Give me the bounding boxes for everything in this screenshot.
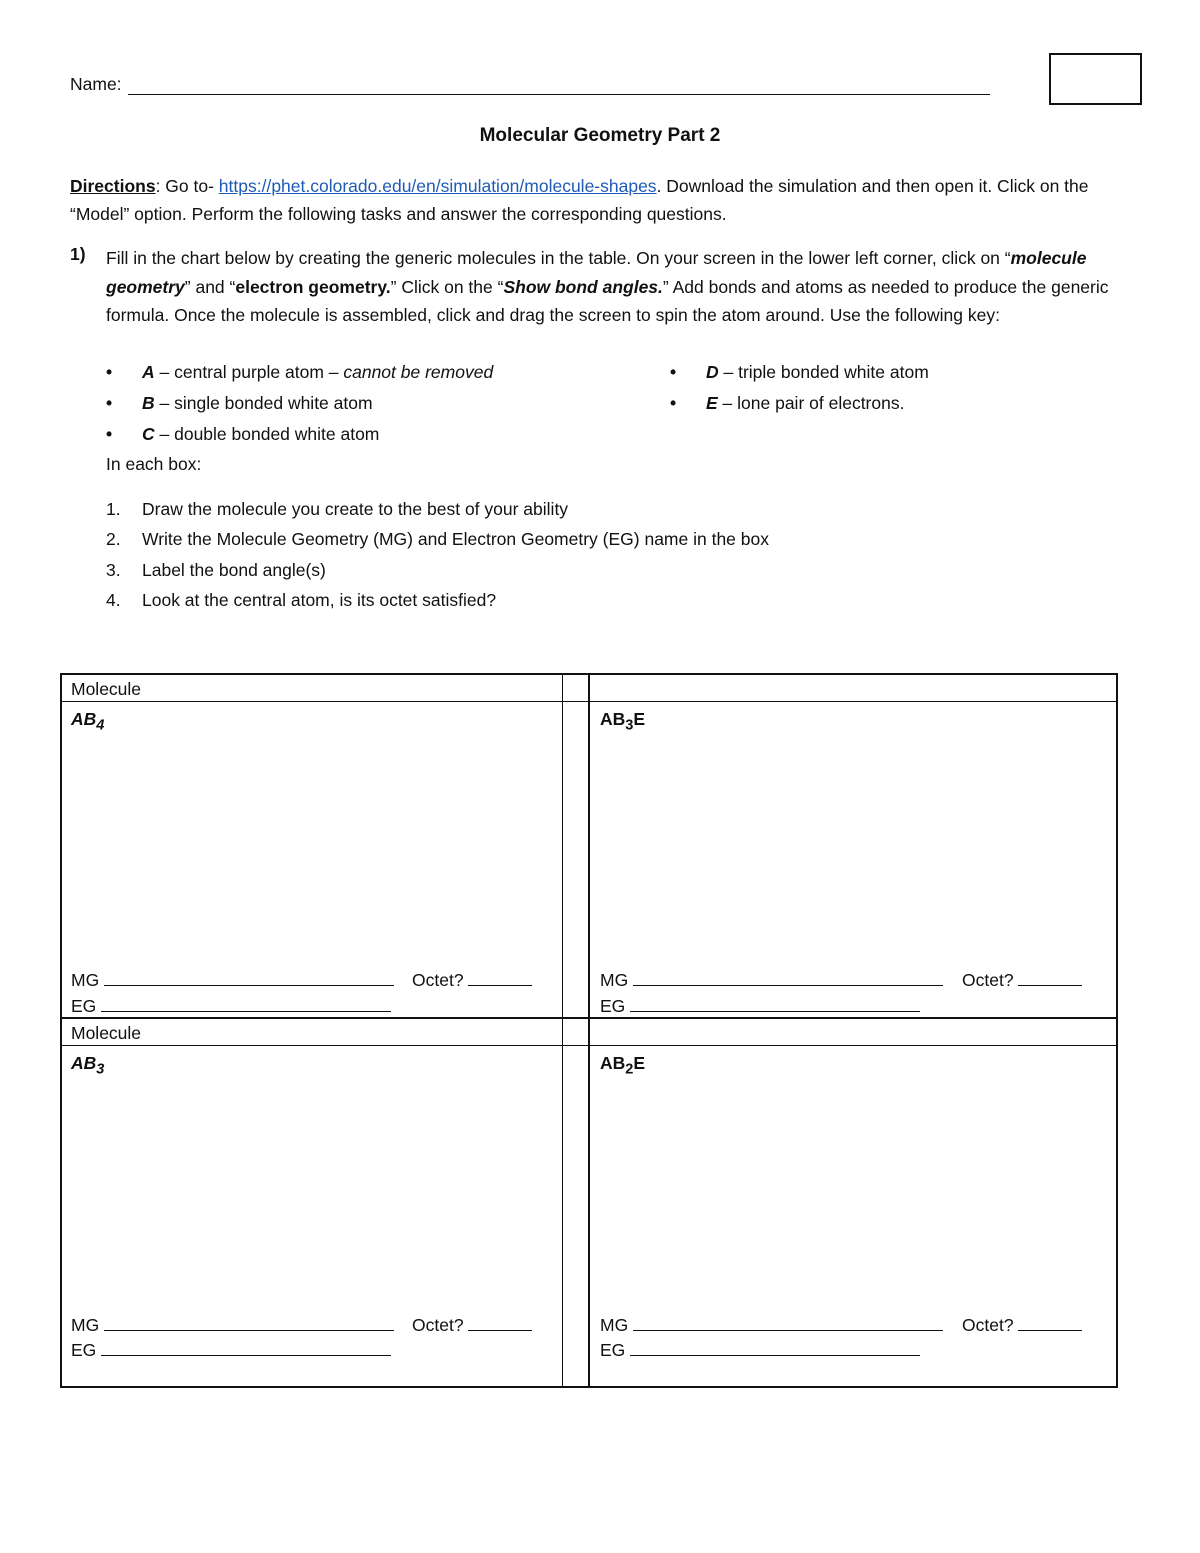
eg-answer-line[interactable]	[630, 1341, 920, 1356]
mg-label: MG	[71, 970, 100, 990]
mg-line[interactable]	[71, 969, 394, 991]
name-field[interactable]	[70, 74, 990, 98]
eg-line[interactable]	[600, 995, 920, 1017]
eg-label: EG	[71, 996, 97, 1016]
key-text: – lone pair of electrons.	[717, 393, 905, 413]
mg-label: MG	[71, 1315, 100, 1335]
octet-line[interactable]	[962, 969, 1082, 991]
key-letter: B	[142, 393, 155, 413]
key-text: – double bonded white atom	[154, 424, 380, 444]
show-bond-angles-term: Show bond angles.	[503, 276, 663, 297]
octet-line[interactable]	[412, 969, 532, 991]
octet-answer-line[interactable]	[1018, 1316, 1082, 1331]
step-text: Look at the central atom, is its octet satisfied?	[142, 590, 497, 610]
in-each-box-label: In each box:	[106, 454, 202, 474]
octet-answer-line[interactable]	[1018, 971, 1082, 986]
octet-label: Octet?	[412, 970, 464, 990]
eg-answer-line[interactable]	[101, 1341, 391, 1356]
directions-label: Directions	[70, 176, 156, 196]
mg-answer-line[interactable]	[104, 1316, 394, 1331]
step-text: Label the bond angle(s)	[142, 560, 326, 580]
electron-geometry-term: electron geometry.	[235, 276, 391, 297]
mg-line[interactable]	[600, 1314, 943, 1336]
octet-label: Octet?	[962, 970, 1014, 990]
octet-line[interactable]	[962, 1314, 1082, 1336]
formula-subscript: 2	[625, 1061, 634, 1078]
formula-base: AB	[600, 709, 626, 729]
directions	[70, 172, 1130, 228]
key-letter: E	[706, 393, 718, 413]
page-title: Molecular Geometry Part 2	[479, 125, 721, 146]
eg-label: EG	[71, 1340, 97, 1360]
molecule-header: Molecule	[71, 1023, 142, 1043]
bullet-icon: •	[670, 362, 677, 382]
eg-line[interactable]	[600, 1339, 920, 1361]
eg-label: EG	[600, 1340, 626, 1360]
step-text: Write the Molecule Geometry (MG) and Electron Geometry (EG) name in the box	[142, 529, 769, 549]
step-number: 4.	[106, 590, 121, 610]
mg-answer-line[interactable]	[633, 1316, 943, 1331]
key-italic: cannot be removed	[343, 362, 494, 382]
eg-label: EG	[600, 996, 626, 1016]
table-rule	[562, 675, 563, 1386]
mg-line[interactable]	[71, 1314, 394, 1336]
formula-ab4	[71, 708, 104, 737]
molecule-geometry-term: molecule geometry	[106, 248, 1087, 297]
bullet-icon: •	[106, 393, 113, 413]
score-box[interactable]	[1049, 53, 1142, 105]
mg-label: MG	[600, 970, 629, 990]
formula-subscript: 4	[96, 717, 105, 734]
key-letter: D	[706, 362, 719, 382]
task-text-part: ” Add bonds and atoms as needed to produce the generic formula. Once the molecule is assembled, click and drag the screen to spin the atom around. Use the following key:	[106, 276, 1109, 325]
key-text: – central purple atom –	[154, 362, 344, 382]
step-number: 3.	[106, 560, 121, 580]
directions-text-1: : Go to-	[155, 176, 219, 196]
eg-line[interactable]	[71, 1339, 391, 1361]
formula-base: AB	[600, 1053, 626, 1073]
name-label: Name:	[70, 74, 122, 94]
task-number: 1)	[70, 244, 86, 264]
molecule-header: Molecule	[71, 679, 142, 699]
molecule-table	[60, 673, 1118, 1388]
octet-label: Octet?	[962, 1315, 1014, 1335]
eg-line[interactable]	[71, 995, 391, 1017]
step-number: 1.	[106, 499, 121, 519]
formula-subscript: 3	[625, 717, 634, 734]
formula-suffix: E	[633, 709, 646, 729]
name-line	[128, 94, 990, 95]
octet-label: Octet?	[412, 1315, 464, 1335]
directions-text-2: . Download the simulation and then open it. Click on the “Model” option. Perform the following tasks and answer the corresponding questions.	[70, 176, 1089, 224]
mg-line[interactable]	[600, 969, 943, 991]
key-text: – single bonded white atom	[154, 393, 373, 413]
bullet-icon: •	[106, 362, 113, 382]
table-rule	[588, 675, 590, 1386]
formula-ab3	[71, 1052, 104, 1081]
octet-answer-line[interactable]	[468, 1316, 532, 1331]
bullet-icon: •	[106, 424, 113, 444]
formula-base: AB	[71, 709, 97, 729]
step-text: Draw the molecule you create to the best of your ability	[142, 499, 569, 519]
task-text-part: Fill in the chart below by creating the generic molecules in the table. On your screen in the lower left corner, click on “	[106, 248, 1011, 268]
formula-suffix: E	[633, 1053, 646, 1073]
formula-subscript: 3	[96, 1061, 105, 1078]
simulation-link[interactable]: https://phet.colorado.edu/en/simulation/molecule-shapes	[218, 176, 657, 196]
key-text: – triple bonded white atom	[718, 362, 929, 382]
bullet-icon: •	[670, 393, 677, 413]
mg-answer-line[interactable]	[633, 971, 943, 986]
step-number: 2.	[106, 529, 121, 549]
eg-answer-line[interactable]	[101, 997, 391, 1012]
task-text	[106, 244, 1130, 330]
formula-ab3e	[600, 708, 645, 737]
formula-ab2e	[600, 1052, 645, 1081]
key-letter: C	[142, 424, 155, 444]
formula-base: AB	[71, 1053, 97, 1073]
eg-answer-line[interactable]	[630, 997, 920, 1012]
task-text-part: ” and “	[184, 276, 236, 297]
task-text-part: ” Click on the “	[390, 276, 504, 297]
octet-line[interactable]	[412, 1314, 532, 1336]
mg-label: MG	[600, 1315, 629, 1335]
octet-answer-line[interactable]	[468, 971, 532, 986]
key-letter: A	[142, 362, 155, 382]
mg-answer-line[interactable]	[104, 971, 394, 986]
